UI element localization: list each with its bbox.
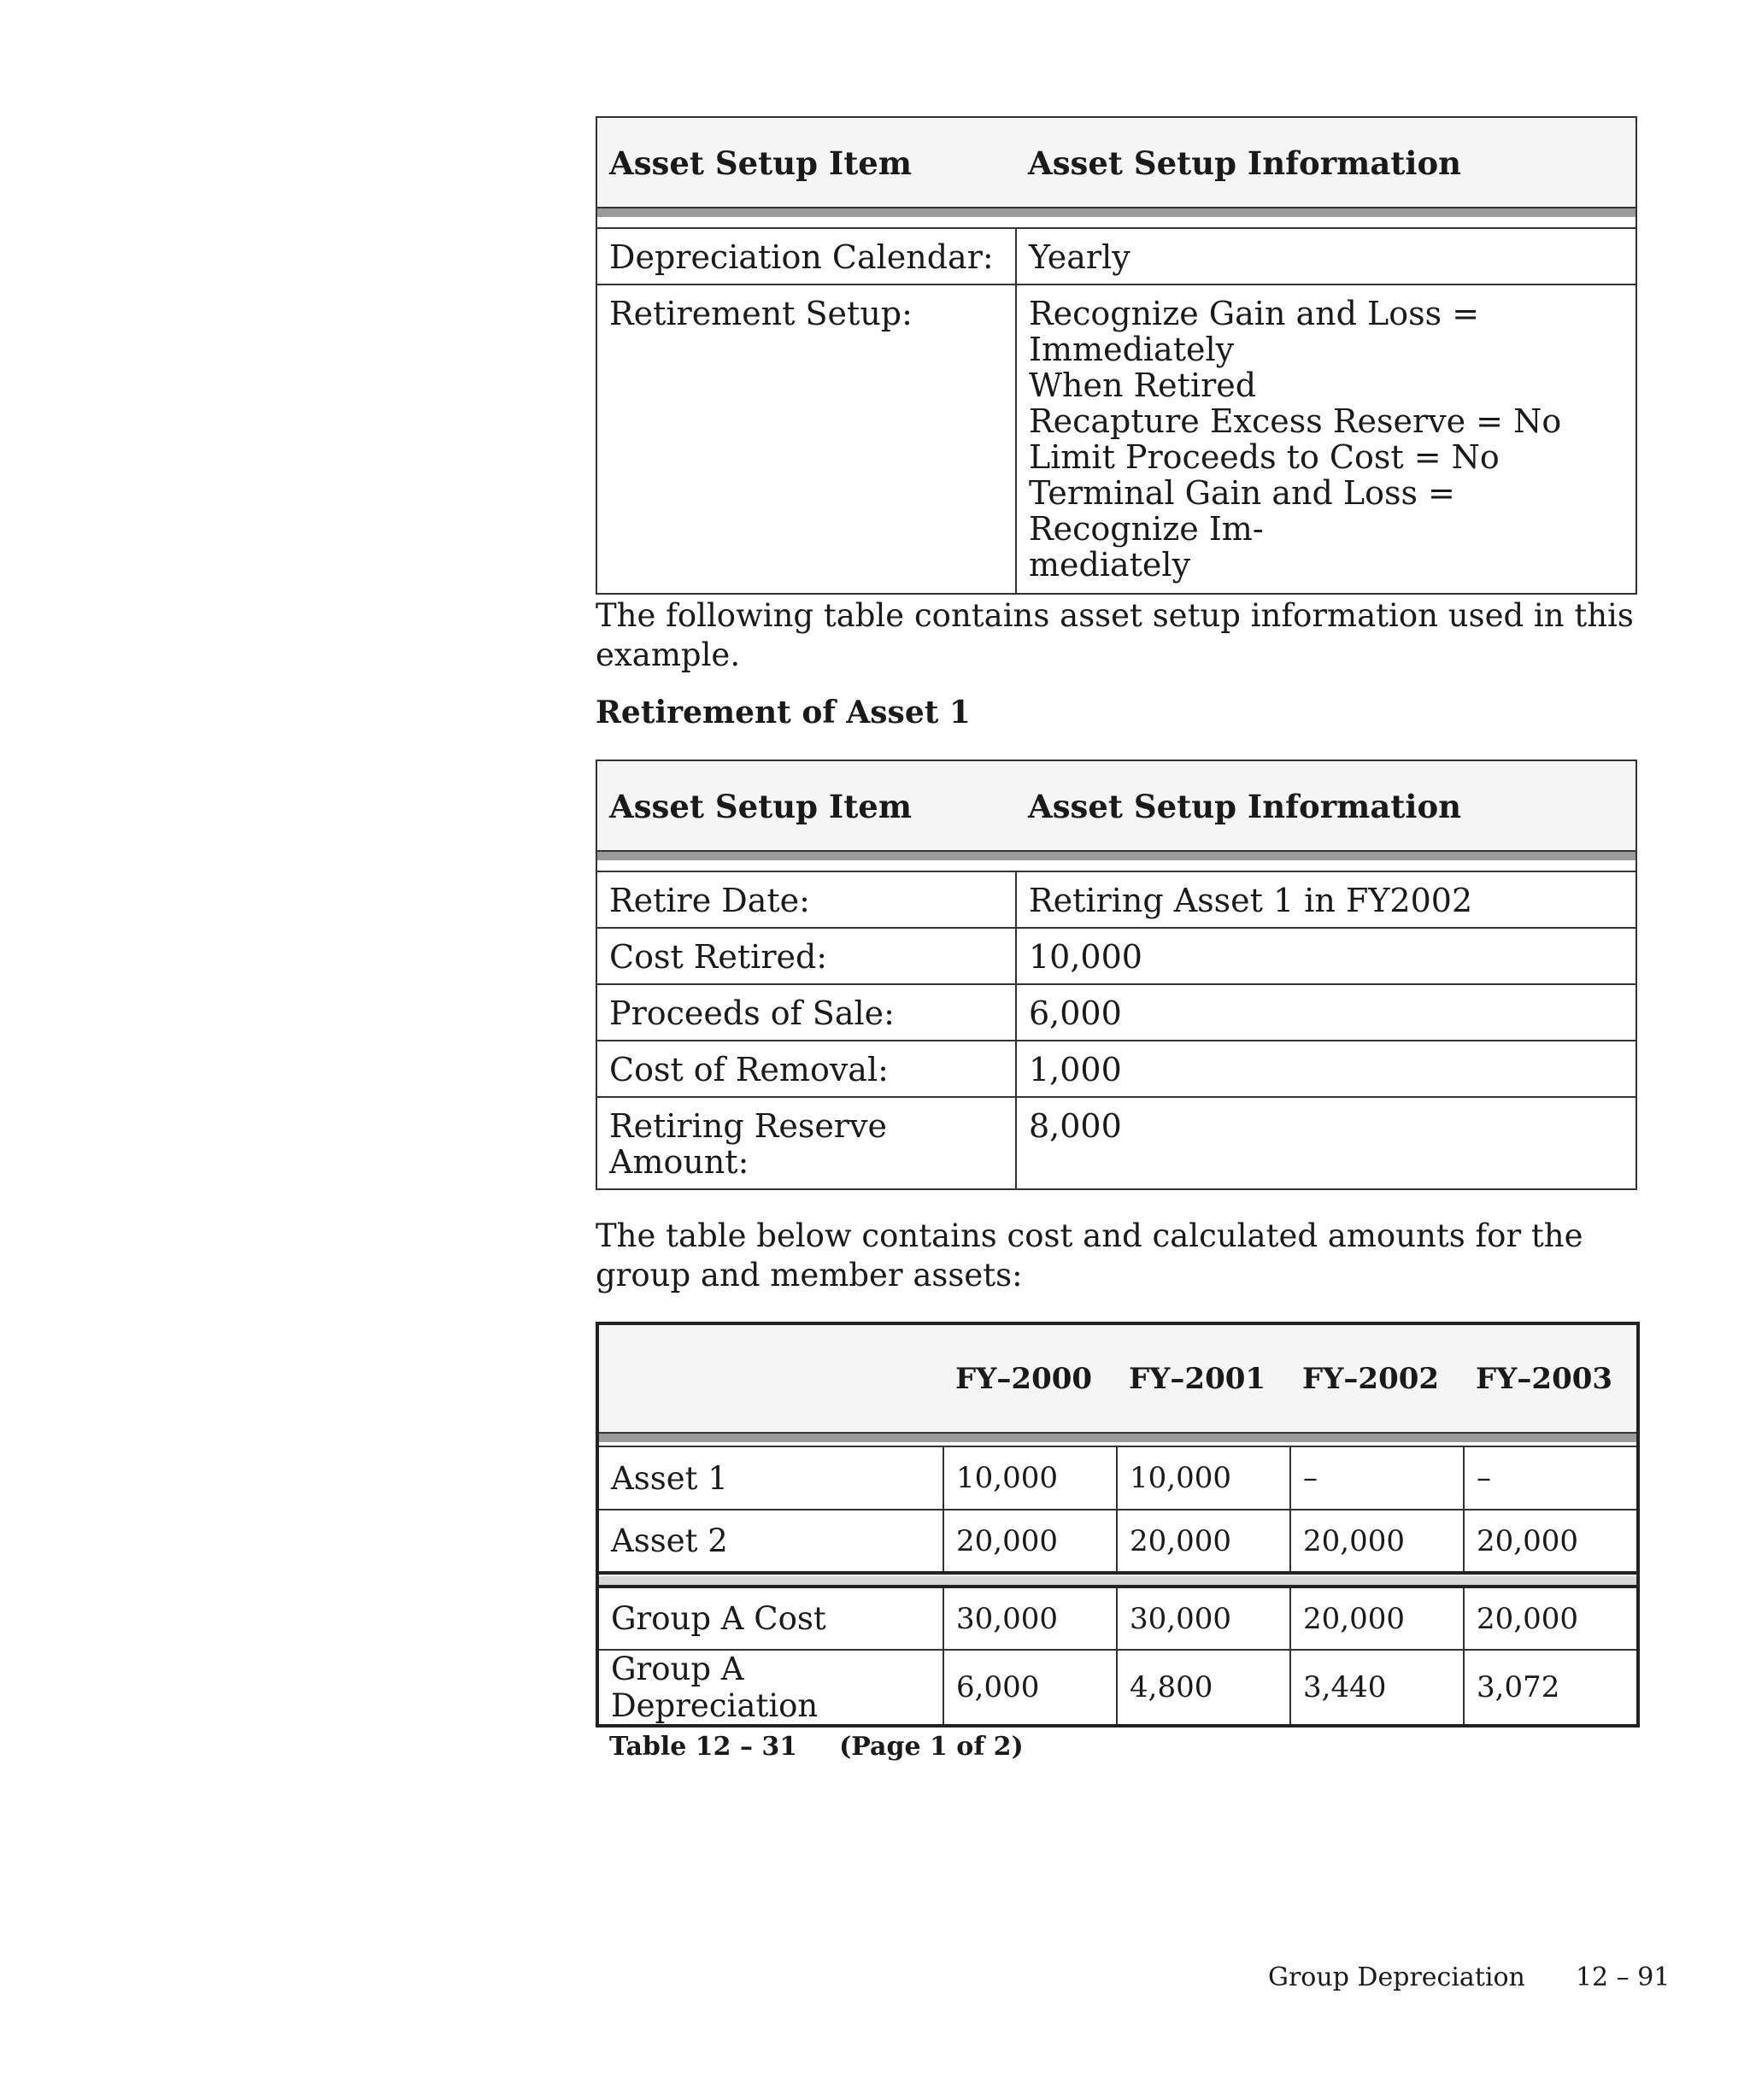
table-page-info: (Page 1 of 2)	[839, 1732, 1024, 1762]
row-label: Asset 2	[597, 1510, 943, 1573]
cell-value: 20,000	[1464, 1587, 1638, 1650]
table-row	[596, 1097, 1636, 1189]
row-item-value: 1,000	[1016, 1041, 1636, 1097]
setting-line: Terminal Gain and Loss = Recognize Im-	[1029, 474, 1455, 548]
cell-value: 10,000	[943, 1446, 1117, 1510]
setting-line: Limit Proceeds to Cost = No	[1029, 438, 1500, 476]
table-number: Table 12 – 31	[609, 1732, 798, 1762]
page-footer	[1268, 1962, 1670, 1992]
row-item-label: Retiring Reserve Amount:	[596, 1097, 1016, 1189]
intro-paragraph: The following table contains asset setup information used in this example.	[596, 597, 1634, 673]
row-item-label: Proceeds of Sale:	[596, 984, 1016, 1041]
row-label: Group A Cost	[597, 1587, 943, 1650]
page-number: 12 – 91	[1575, 1962, 1671, 1992]
setting-line: Recognize Gain and Loss = Immediately	[1029, 295, 1480, 368]
setup-table-retirement	[596, 760, 1637, 1190]
cell-value: 20,000	[1290, 1510, 1464, 1573]
cost-paragraph: The table below contains cost and calculated amounts for the group and member assets:	[596, 1217, 1583, 1293]
setting-line: Recapture Excess Reserve = No	[1029, 402, 1562, 440]
cell-value: 6,000	[943, 1650, 1117, 1726]
cell-value: 20,000	[1290, 1587, 1464, 1650]
cell-value: –	[1290, 1446, 1464, 1510]
cell-value: 10,000	[1117, 1446, 1290, 1510]
table-row	[596, 228, 1636, 284]
cell-value: 30,000	[1117, 1587, 1290, 1650]
column-header-item: Asset Setup Item	[596, 117, 1016, 208]
table-row	[596, 284, 1636, 594]
column-header-blank	[597, 1323, 943, 1433]
table-row	[597, 1650, 1638, 1726]
row-item-value	[1016, 284, 1636, 594]
row-item-label: Depreciation Calendar:	[596, 228, 1016, 284]
column-header-fy2001: FY–2001	[1117, 1323, 1290, 1433]
column-header-fy2002: FY–2002	[1290, 1323, 1464, 1433]
cell-value: 30,000	[943, 1587, 1117, 1650]
row-item-value: 10,000	[1016, 928, 1636, 984]
setup-table-calendar	[596, 116, 1637, 595]
cell-value: 3,072	[1464, 1650, 1638, 1726]
row-item-label: Cost Retired:	[596, 928, 1016, 984]
row-label: Group A Depreciation	[597, 1650, 943, 1726]
table-row	[596, 984, 1636, 1041]
row-item-value: Retiring Asset 1 in FY2002	[1016, 871, 1636, 928]
table-row	[597, 1587, 1638, 1650]
row-label: Asset 1	[597, 1446, 943, 1510]
row-item-value: 8,000	[1016, 1097, 1636, 1189]
section-heading: Retirement of Asset 1	[596, 695, 971, 730]
table-row	[597, 1446, 1638, 1510]
row-item-value: Yearly	[1016, 228, 1636, 284]
column-header-info: Asset Setup Information	[1016, 117, 1636, 208]
cell-value: 20,000	[1117, 1510, 1290, 1573]
setting-line: mediately	[1029, 546, 1191, 584]
row-item-label: Retirement Setup:	[596, 284, 1016, 594]
table-caption	[609, 1732, 1024, 1762]
cell-value: 20,000	[943, 1510, 1117, 1573]
column-header-fy2000: FY–2000	[943, 1323, 1117, 1433]
footer-section: Group Depreciation	[1268, 1962, 1525, 1992]
row-item-label: Cost of Removal:	[596, 1041, 1016, 1097]
group-cost-table	[596, 1322, 1640, 1728]
column-header-item: Asset Setup Item	[596, 760, 1016, 851]
setting-line: When Retired	[1029, 367, 1257, 404]
table-row	[597, 1510, 1638, 1573]
table-row	[596, 1041, 1636, 1097]
column-header-info: Asset Setup Information	[1016, 760, 1636, 851]
row-item-value: 6,000	[1016, 984, 1636, 1041]
cell-value: –	[1464, 1446, 1638, 1510]
cell-value: 20,000	[1464, 1510, 1638, 1573]
table-row	[596, 928, 1636, 984]
column-header-fy2003: FY–2003	[1464, 1323, 1638, 1433]
row-item-label: Retire Date:	[596, 871, 1016, 928]
cell-value: 3,440	[1290, 1650, 1464, 1726]
table-row	[596, 871, 1636, 928]
cell-value: 4,800	[1117, 1650, 1290, 1726]
